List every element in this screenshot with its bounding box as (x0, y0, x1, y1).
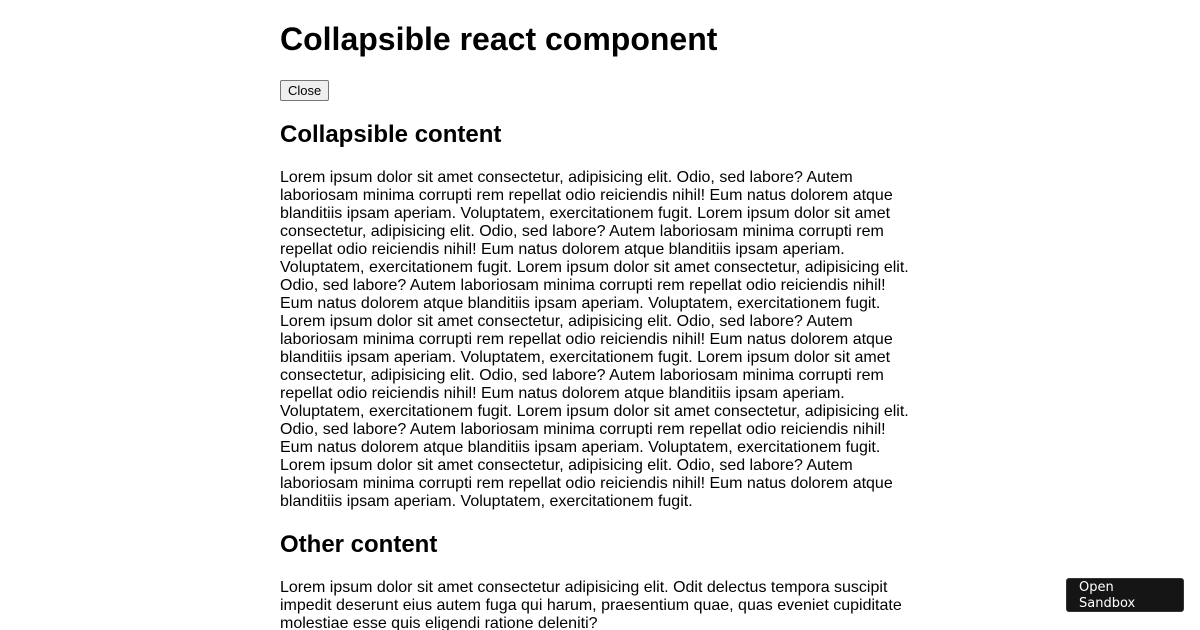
collapsible-text: Lorem ipsum dolor sit amet consectetur, adipisicing elit. Odio, sed labore? Autem laboriosam minima corrupti rem repellat odio reiciendis nihil! Eum natus dolorem atque blanditiis ipsam aperiam. Voluptatem, exercitationem fugit. Lorem ipsum dolor sit amet consectetur, adipisicing elit. Odio, sed labore? Autem laboriosam minima corrupti rem repellat odio reiciendis nihil! Eum natus dolorem atque blanditiis ipsam aperiam. Voluptatem, exercitationem fugit. Lorem ipsum dolor sit amet consectetur, adipisicing elit. Odio, sed labore? Autem laboriosam minima corrupti rem repellat odio reiciendis nihil! Eum natus dolorem atque blanditiis ipsam aperiam. Voluptatem, exercitationem fugit. Lorem ipsum dolor sit amet consectetur, adipisicing elit. Odio, sed labore? Autem laboriosam minima corrupti rem repellat odio reiciendis nihil! Eum natus dolorem atque blanditiis ipsam aperiam. Voluptatem, exercitationem fugit. Lorem ipsum dolor sit amet consectetur, adipisicing elit. Odio, sed labore? Autem laboriosam minima corrupti rem repellat odio reiciendis nihil! Eum natus dolorem atque blanditiis ipsam aperiam. Voluptatem, exercitationem fugit. Lorem ipsum dolor sit amet consectetur, adipisicing elit. Odio, sed labore? Autem laboriosam minima corrupti rem repellat odio reiciendis nihil! Eum natus dolorem atque blanditiis ipsam aperiam. Voluptatem, exercitationem fugit. Lorem ipsum dolor sit amet consectetur, adipisicing elit. Odio, sed labore? Autem laboriosam minima corrupti rem repellat odio reiciendis nihil! Eum natus dolorem atque blanditiis ipsam aperiam. Voluptatem, exercitationem fugit. (280, 169, 909, 510)
page-title: Collapsible react component (280, 21, 718, 57)
collapsible-section (280, 121, 912, 511)
main-content (280, 0, 912, 630)
collapsible-heading: Collapsible content (280, 121, 502, 148)
open-sandbox-button[interactable]: Open Sandbox (1066, 578, 1184, 612)
other-heading: Other content (280, 531, 438, 558)
other-text: Lorem ipsum dolor sit amet consectetur adipisicing elit. Odit delectus tempora suscipit impedit deserunt eius autem fuga qui harum, praesentium quae, quas eveniet cupiditate molestiae esse quis eligendi ratione deleniti? (280, 579, 902, 630)
close-button[interactable]: Close (280, 80, 329, 101)
other-section (280, 531, 912, 630)
